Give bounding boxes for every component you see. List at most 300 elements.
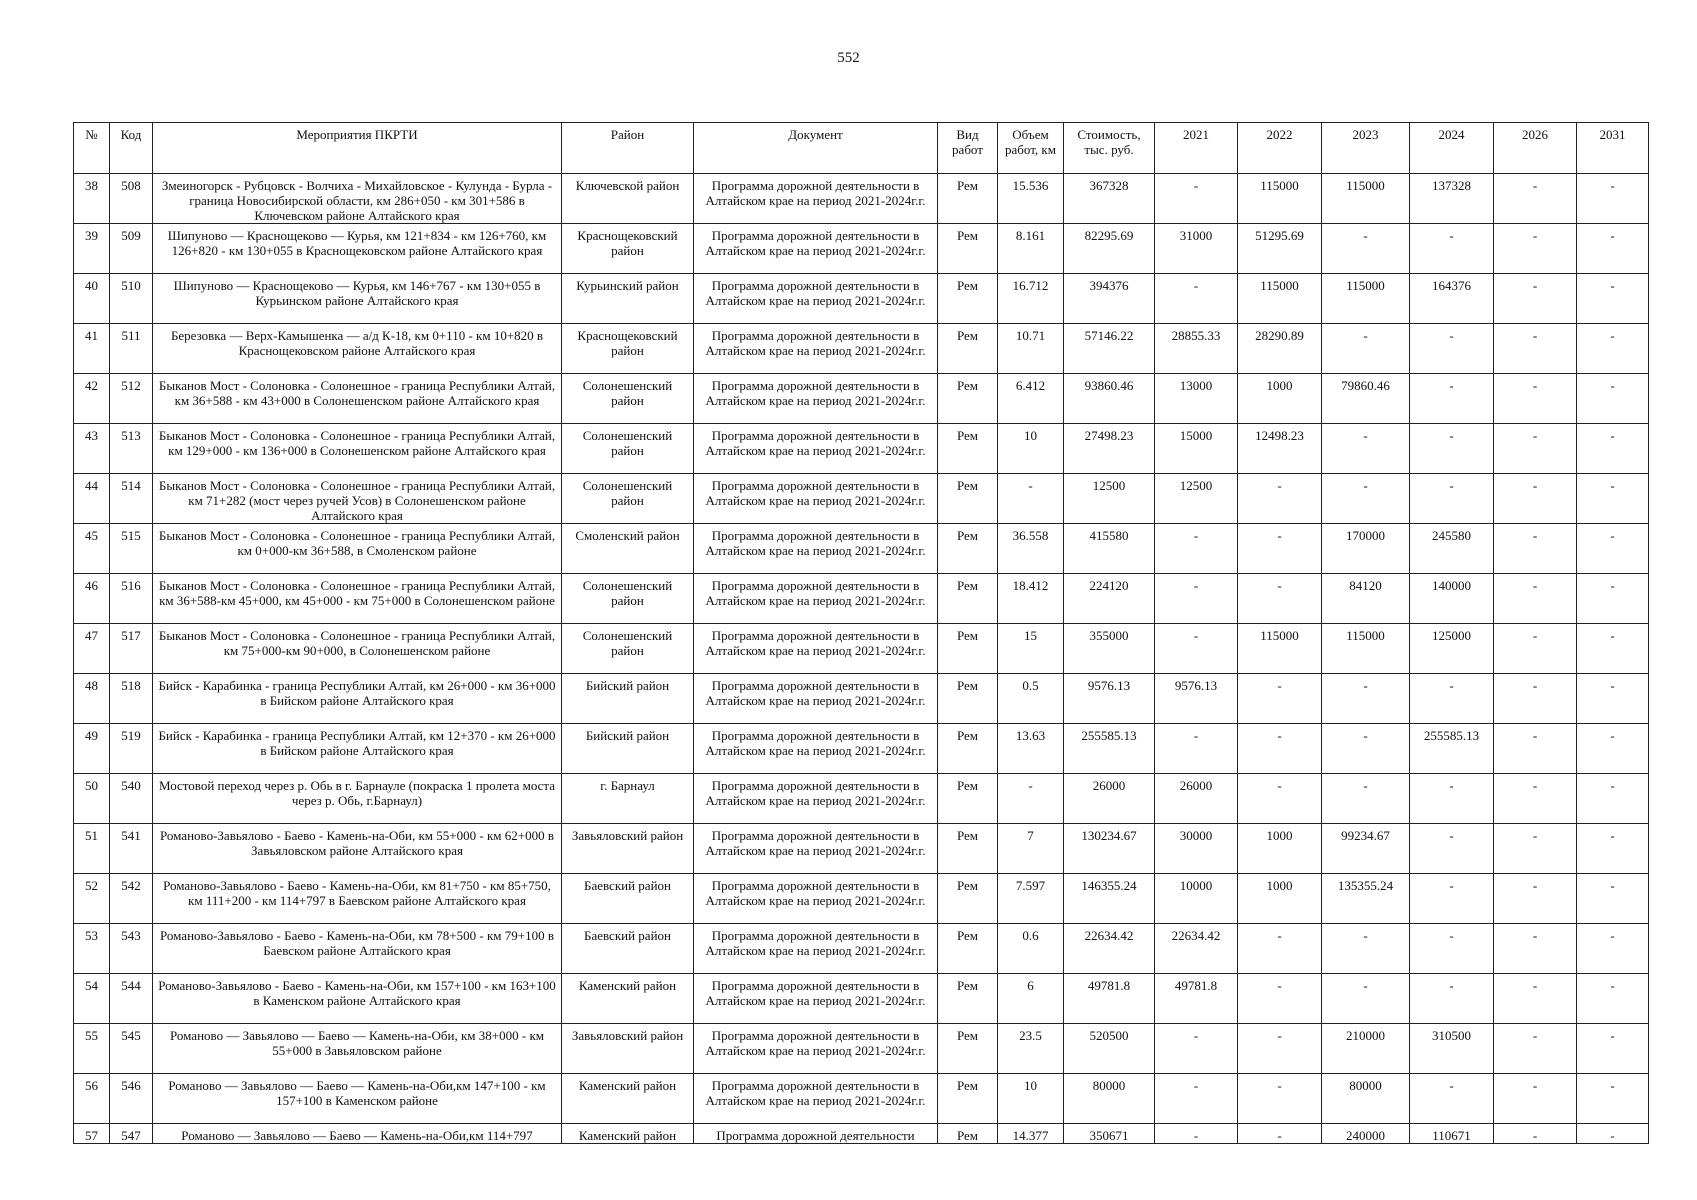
header-col-2024: 2024 <box>1410 123 1494 174</box>
cell-col-work-type: Рем <box>938 824 998 874</box>
cell-col-volume: 6.412 <box>998 374 1064 424</box>
cell-col-event: Романово-Завьялово - Баево - Камень-на-Оби, км 78+500 - км 79+100 в Баевском районе Алтайского края <box>153 924 562 974</box>
table-row <box>74 474 1649 524</box>
table-row <box>74 324 1649 374</box>
table-row <box>74 574 1649 624</box>
cell-col-document: Программа дорожной деятельности в Алтайском крае на период 2021-2024г.г. <box>694 724 938 774</box>
cell-col-district: Бийский район <box>562 724 694 774</box>
cell-col-number: 42 <box>74 374 110 424</box>
cell-col-volume: 0.5 <box>998 674 1064 724</box>
cell-col-document: Программа дорожной деятельности в Алтайском крае на период 2021-2024г.г. <box>694 274 938 324</box>
cell-col-2022: - <box>1238 924 1322 974</box>
cell-col-2023: - <box>1322 724 1410 774</box>
cell-col-document: Программа дорожной деятельности в Алтайском крае на период 2021-2024г.г. <box>694 774 938 824</box>
cell-col-2024: 310500 <box>1410 1024 1494 1074</box>
cell-col-event: Быканов Мост - Солоновка - Солонешное - граница Республики Алтай, км 129+000 - км 136+000 в Солонешенском районе Алтайского края <box>153 424 562 474</box>
cell-col-2022: - <box>1238 674 1322 724</box>
cell-col-number: 40 <box>74 274 110 324</box>
cell-col-2021: 10000 <box>1155 874 1238 924</box>
table-row <box>74 1024 1649 1074</box>
header-col-event: Мероприятия ПКРТИ <box>153 123 562 174</box>
cell-col-2026: - <box>1494 774 1577 824</box>
cell-col-district: Каменский район <box>562 1124 694 1144</box>
cell-col-2024: 245580 <box>1410 524 1494 574</box>
header-col-2022: 2022 <box>1238 123 1322 174</box>
cell-col-2024: - <box>1410 474 1494 524</box>
cell-col-code: 510 <box>110 274 153 324</box>
header-col-cost: Стоимость, тыс. руб. <box>1064 123 1155 174</box>
cell-col-volume: - <box>998 774 1064 824</box>
table-body <box>74 174 1649 1144</box>
cell-col-event: Шипуново — Краснощеково — Курья, км 146+767 - км 130+055 в Курьинском районе Алтайского края <box>153 274 562 324</box>
cell-col-number: 52 <box>74 874 110 924</box>
cell-col-event: Быканов Мост - Солоновка - Солонешное - граница Республики Алтай, км 0+000-км 36+588, в Смоленском районе <box>153 524 562 574</box>
cell-col-number: 45 <box>74 524 110 574</box>
cell-col-code: 540 <box>110 774 153 824</box>
cell-col-volume: 6 <box>998 974 1064 1024</box>
cell-col-number: 53 <box>74 924 110 974</box>
cell-col-document: Программа дорожной деятельности в Алтайском крае на период 2021-2024г.г. <box>694 624 938 674</box>
cell-col-number: 49 <box>74 724 110 774</box>
cell-col-code: 513 <box>110 424 153 474</box>
cell-col-volume: 14.377 <box>998 1124 1064 1144</box>
cell-col-2024: 137328 <box>1410 174 1494 224</box>
cell-col-2022: - <box>1238 524 1322 574</box>
cell-col-volume: 15 <box>998 624 1064 674</box>
cell-col-cost: 12500 <box>1064 474 1155 524</box>
cell-col-event: Романово — Завьялово — Баево — Камень-на-Оби,км 147+100 - км 157+100 в Каменском районе <box>153 1074 562 1124</box>
cell-col-2031: - <box>1577 274 1649 324</box>
cell-col-volume: 10.71 <box>998 324 1064 374</box>
cell-col-2026: - <box>1494 324 1577 374</box>
cell-col-2026: - <box>1494 974 1577 1024</box>
table-row <box>74 774 1649 824</box>
cell-col-2022: - <box>1238 474 1322 524</box>
cell-col-code: 511 <box>110 324 153 374</box>
cell-col-district: Курьинский район <box>562 274 694 324</box>
cell-col-volume: 10 <box>998 1074 1064 1124</box>
cell-col-2023: - <box>1322 324 1410 374</box>
cell-col-2023: - <box>1322 224 1410 274</box>
header-col-number: № <box>74 123 110 174</box>
cell-col-2024: - <box>1410 324 1494 374</box>
header-col-volume: Объем работ, км <box>998 123 1064 174</box>
cell-col-2026: - <box>1494 924 1577 974</box>
cell-col-event: Мостовой переход через р. Обь в г. Барнауле (покраска 1 пролета моста через р. Обь, г.Барнаул) <box>153 774 562 824</box>
cell-col-2023: 135355.24 <box>1322 874 1410 924</box>
table-row <box>74 974 1649 1024</box>
cell-col-district: г. Барнаул <box>562 774 694 824</box>
cell-col-2023: 115000 <box>1322 624 1410 674</box>
cell-col-2022: 51295.69 <box>1238 224 1322 274</box>
cell-col-2023: 79860.46 <box>1322 374 1410 424</box>
cell-col-cost: 415580 <box>1064 524 1155 574</box>
cell-col-2024: - <box>1410 1074 1494 1124</box>
cell-col-2031: - <box>1577 624 1649 674</box>
cell-col-2031: - <box>1577 224 1649 274</box>
cell-col-document: Программа дорожной деятельности в Алтайском крае на период 2021-2024г.г. <box>694 874 938 924</box>
header-col-work-type: Вид работ <box>938 123 998 174</box>
table-row <box>74 924 1649 974</box>
cell-col-volume: 36.558 <box>998 524 1064 574</box>
cell-col-cost: 224120 <box>1064 574 1155 624</box>
cell-col-2021: 49781.8 <box>1155 974 1238 1024</box>
cell-col-2031: - <box>1577 174 1649 224</box>
cell-col-code: 508 <box>110 174 153 224</box>
cell-col-work-type: Рем <box>938 424 998 474</box>
cell-col-2021: - <box>1155 574 1238 624</box>
cell-col-2031: - <box>1577 1074 1649 1124</box>
cell-col-event: Бийск - Карабинка - граница Республики Алтай, км 26+000 - км 36+000 в Бийском районе Алтайского края <box>153 674 562 724</box>
cell-col-2031: - <box>1577 874 1649 924</box>
cell-col-district: Солонешенский район <box>562 374 694 424</box>
cell-col-2022: - <box>1238 1074 1322 1124</box>
cell-col-2021: - <box>1155 624 1238 674</box>
cell-col-2026: - <box>1494 524 1577 574</box>
cell-col-cost: 57146.22 <box>1064 324 1155 374</box>
cell-col-work-type: Рем <box>938 1024 998 1074</box>
cell-col-number: 55 <box>74 1024 110 1074</box>
cell-col-2023: - <box>1322 424 1410 474</box>
cell-col-work-type: Рем <box>938 524 998 574</box>
cell-col-district: Каменский район <box>562 974 694 1024</box>
table-row <box>74 1124 1649 1144</box>
cell-col-volume: 18.412 <box>998 574 1064 624</box>
cell-col-2031: - <box>1577 374 1649 424</box>
cell-col-2031: - <box>1577 574 1649 624</box>
cell-col-work-type: Рем <box>938 374 998 424</box>
cell-col-number: 48 <box>74 674 110 724</box>
cell-col-2026: - <box>1494 674 1577 724</box>
cell-col-number: 44 <box>74 474 110 524</box>
table-row <box>74 724 1649 774</box>
cell-col-cost: 80000 <box>1064 1074 1155 1124</box>
cell-col-2023: 115000 <box>1322 174 1410 224</box>
cell-col-2026: - <box>1494 574 1577 624</box>
cell-col-document: Программа дорожной деятельности <box>694 1124 938 1144</box>
cell-col-2026: - <box>1494 1024 1577 1074</box>
cell-col-2021: 13000 <box>1155 374 1238 424</box>
cell-col-document: Программа дорожной деятельности в Алтайском крае на период 2021-2024г.г. <box>694 1024 938 1074</box>
cell-col-cost: 93860.46 <box>1064 374 1155 424</box>
cell-col-2026: - <box>1494 724 1577 774</box>
cell-col-2031: - <box>1577 424 1649 474</box>
cell-col-2031: - <box>1577 824 1649 874</box>
cell-col-event: Романово — Завьялово — Баево — Камень-на-Оби, км 38+000 - км 55+000 в Завьяловском районе <box>153 1024 562 1074</box>
cell-col-district: Баевский район <box>562 924 694 974</box>
cell-col-2022: - <box>1238 1024 1322 1074</box>
cell-col-cost: 49781.8 <box>1064 974 1155 1024</box>
cell-col-district: Солонешенский район <box>562 624 694 674</box>
header-col-2021: 2021 <box>1155 123 1238 174</box>
cell-col-district: Солонешенский район <box>562 574 694 624</box>
cell-col-code: 547 <box>110 1124 153 1144</box>
cell-col-cost: 367328 <box>1064 174 1155 224</box>
cell-col-2031: - <box>1577 774 1649 824</box>
cell-col-district: Краснощековский район <box>562 224 694 274</box>
cell-col-document: Программа дорожной деятельности в Алтайском крае на период 2021-2024г.г. <box>694 674 938 724</box>
cell-col-2026: - <box>1494 424 1577 474</box>
cell-col-district: Краснощековский район <box>562 324 694 374</box>
table-row <box>74 174 1649 224</box>
cell-col-2031: - <box>1577 1124 1649 1144</box>
cell-col-district: Баевский район <box>562 874 694 924</box>
cell-col-event: Романово — Завьялово — Баево — Камень-на-Оби,км 114+797 <box>153 1124 562 1144</box>
cell-col-event: Романово-Завьялово - Баево - Камень-на-Оби, км 81+750 - км 85+750, км 111+200 - км 114+797 в Баевском районе Алтайского края <box>153 874 562 924</box>
cell-col-2026: - <box>1494 474 1577 524</box>
cell-col-cost: 26000 <box>1064 774 1155 824</box>
cell-col-number: 51 <box>74 824 110 874</box>
cell-col-2021: - <box>1155 524 1238 574</box>
header-col-2026: 2026 <box>1494 123 1577 174</box>
cell-col-2024: - <box>1410 424 1494 474</box>
cell-col-code: 543 <box>110 924 153 974</box>
cell-col-number: 38 <box>74 174 110 224</box>
cell-col-2026: - <box>1494 174 1577 224</box>
cell-col-2024: - <box>1410 874 1494 924</box>
cell-col-2024: - <box>1410 974 1494 1024</box>
cell-col-number: 43 <box>74 424 110 474</box>
cell-col-code: 509 <box>110 224 153 274</box>
cell-col-2023: - <box>1322 974 1410 1024</box>
cell-col-2026: - <box>1494 824 1577 874</box>
cell-col-work-type: Рем <box>938 674 998 724</box>
cell-col-2021: - <box>1155 724 1238 774</box>
header-col-code: Код <box>110 123 153 174</box>
cell-col-2031: - <box>1577 524 1649 574</box>
cell-col-2021: - <box>1155 174 1238 224</box>
cell-col-work-type: Рем <box>938 574 998 624</box>
cell-col-work-type: Рем <box>938 174 998 224</box>
cell-col-cost: 255585.13 <box>1064 724 1155 774</box>
cell-col-number: 39 <box>74 224 110 274</box>
cell-col-cost: 130234.67 <box>1064 824 1155 874</box>
cell-col-2023: - <box>1322 774 1410 824</box>
cell-col-2021: - <box>1155 1124 1238 1144</box>
cell-col-2024: - <box>1410 674 1494 724</box>
table-row <box>74 624 1649 674</box>
cell-col-2022: - <box>1238 574 1322 624</box>
cell-col-event: Змеиногорск - Рубцовск - Волчиха - Михайловское - Кулунда - Бурла - граница Новосибирской области, км 286+050 - км 301+586 в Ключевском районе Алтайского края <box>153 174 562 224</box>
cell-col-district: Смоленский район <box>562 524 694 574</box>
cell-col-district: Бийский район <box>562 674 694 724</box>
cell-col-document: Программа дорожной деятельности в Алтайском крае на период 2021-2024г.г. <box>694 424 938 474</box>
cell-col-2031: - <box>1577 474 1649 524</box>
cell-col-2023: - <box>1322 924 1410 974</box>
cell-col-2021: 30000 <box>1155 824 1238 874</box>
page-number: 552 <box>837 50 860 66</box>
cell-col-2022: 115000 <box>1238 624 1322 674</box>
cell-col-2022: 1000 <box>1238 824 1322 874</box>
cell-col-district: Завьяловский район <box>562 824 694 874</box>
table-row <box>74 424 1649 474</box>
cell-col-2022: - <box>1238 724 1322 774</box>
cell-col-volume: 8.161 <box>998 224 1064 274</box>
cell-col-work-type: Рем <box>938 774 998 824</box>
cell-col-volume: 15.536 <box>998 174 1064 224</box>
cell-col-2026: - <box>1494 624 1577 674</box>
cell-col-cost: 350671 <box>1064 1124 1155 1144</box>
cell-col-work-type: Рем <box>938 1074 998 1124</box>
cell-col-document: Программа дорожной деятельности в Алтайском крае на период 2021-2024г.г. <box>694 1074 938 1124</box>
cell-col-2031: - <box>1577 1024 1649 1074</box>
cell-col-2024: 125000 <box>1410 624 1494 674</box>
cell-col-event: Романово-Завьялово - Баево - Камень-на-Оби, км 55+000 - км 62+000 в Завьяловском районе Алтайского края <box>153 824 562 874</box>
cell-col-district: Каменский район <box>562 1074 694 1124</box>
header-col-2023: 2023 <box>1322 123 1410 174</box>
cell-col-2024: 255585.13 <box>1410 724 1494 774</box>
cell-col-volume: 23.5 <box>998 1024 1064 1074</box>
cell-col-document: Программа дорожной деятельности в Алтайском крае на период 2021-2024г.г. <box>694 324 938 374</box>
cell-col-2024: - <box>1410 774 1494 824</box>
cell-col-2022: 28290.89 <box>1238 324 1322 374</box>
cell-col-volume: 7 <box>998 824 1064 874</box>
cell-col-2021: 26000 <box>1155 774 1238 824</box>
cell-col-event: Быканов Мост - Солоновка - Солонешное - граница Республики Алтай, км 36+588-км 45+000, км 45+000 - км 75+000 в Солонешенском районе <box>153 574 562 624</box>
cell-col-document: Программа дорожной деятельности в Алтайском крае на период 2021-2024г.г. <box>694 974 938 1024</box>
cell-col-2021: 22634.42 <box>1155 924 1238 974</box>
header-col-district: Район <box>562 123 694 174</box>
table-row <box>74 374 1649 424</box>
cell-col-2024: - <box>1410 824 1494 874</box>
cell-col-event: Березовка — Верх-Камышенка — а/д К-18, км 0+110 - км 10+820 в Краснощековском районе Алтайского края <box>153 324 562 374</box>
cell-col-code: 542 <box>110 874 153 924</box>
cell-col-code: 516 <box>110 574 153 624</box>
cell-col-district: Солонешенский район <box>562 474 694 524</box>
cell-col-work-type: Рем <box>938 624 998 674</box>
table-row <box>74 674 1649 724</box>
cell-col-cost: 82295.69 <box>1064 224 1155 274</box>
table-row <box>74 1074 1649 1124</box>
cell-col-2023: 240000 <box>1322 1124 1410 1144</box>
cell-col-2021: - <box>1155 1024 1238 1074</box>
cell-col-district: Ключевской район <box>562 174 694 224</box>
cell-col-code: 519 <box>110 724 153 774</box>
cell-col-number: 41 <box>74 324 110 374</box>
cell-col-2021: 9576.13 <box>1155 674 1238 724</box>
cell-col-code: 512 <box>110 374 153 424</box>
cell-col-event: Быканов Мост - Солоновка - Солонешное - граница Республики Алтай, км 36+588 - км 43+000 в Солонешенском районе Алтайского края <box>153 374 562 424</box>
road-works-table <box>73 122 1649 1144</box>
cell-col-2026: - <box>1494 274 1577 324</box>
cell-col-2023: 210000 <box>1322 1024 1410 1074</box>
cell-col-2031: - <box>1577 924 1649 974</box>
cell-col-2022: - <box>1238 774 1322 824</box>
cell-col-work-type: Рем <box>938 474 998 524</box>
cell-col-event: Шипуново — Краснощеково — Курья, км 121+834 - км 126+760, км 126+820 - км 130+055 в Краснощековском районе Алтайского края <box>153 224 562 274</box>
cell-col-2026: - <box>1494 374 1577 424</box>
cell-col-2024: 140000 <box>1410 574 1494 624</box>
cell-col-2026: - <box>1494 224 1577 274</box>
cell-col-district: Завьяловский район <box>562 1024 694 1074</box>
cell-col-2031: - <box>1577 324 1649 374</box>
cell-col-document: Программа дорожной деятельности в Алтайском крае на период 2021-2024г.г. <box>694 824 938 874</box>
cell-col-2031: - <box>1577 974 1649 1024</box>
table-row <box>74 824 1649 874</box>
cell-col-2021: - <box>1155 1074 1238 1124</box>
cell-col-event: Бийск - Карабинка - граница Республики Алтай, км 12+370 - км 26+000 в Бийском районе Алтайского края <box>153 724 562 774</box>
cell-col-2021: 12500 <box>1155 474 1238 524</box>
table-row <box>74 274 1649 324</box>
cell-col-work-type: Рем <box>938 974 998 1024</box>
cell-col-code: 541 <box>110 824 153 874</box>
table-row <box>74 874 1649 924</box>
cell-col-2022: 12498.23 <box>1238 424 1322 474</box>
cell-col-2026: - <box>1494 1074 1577 1124</box>
cell-col-volume: 7.597 <box>998 874 1064 924</box>
cell-col-2031: - <box>1577 674 1649 724</box>
cell-col-number: 54 <box>74 974 110 1024</box>
cell-col-code: 518 <box>110 674 153 724</box>
cell-col-2024: - <box>1410 924 1494 974</box>
cell-col-2024: - <box>1410 224 1494 274</box>
cell-col-number: 47 <box>74 624 110 674</box>
cell-col-2021: 31000 <box>1155 224 1238 274</box>
cell-col-cost: 27498.23 <box>1064 424 1155 474</box>
cell-col-2023: - <box>1322 674 1410 724</box>
cell-col-document: Программа дорожной деятельности в Алтайском крае на период 2021-2024г.г. <box>694 524 938 574</box>
header-col-document: Документ <box>694 123 938 174</box>
cell-col-event: Быканов Мост - Солоновка - Солонешное - граница Республики Алтай, км 71+282 (мост через ручей Усов) в Солонешенском районе Алтайского края <box>153 474 562 524</box>
cell-col-2024: 110671 <box>1410 1124 1494 1144</box>
cell-col-code: 514 <box>110 474 153 524</box>
cell-col-2022: 1000 <box>1238 874 1322 924</box>
cell-col-work-type: Рем <box>938 724 998 774</box>
cell-col-document: Программа дорожной деятельности в Алтайском крае на период 2021-2024г.г. <box>694 474 938 524</box>
cell-col-cost: 394376 <box>1064 274 1155 324</box>
cell-col-code: 515 <box>110 524 153 574</box>
table-row <box>74 524 1649 574</box>
cell-col-cost: 22634.42 <box>1064 924 1155 974</box>
cell-col-2023: 170000 <box>1322 524 1410 574</box>
cell-col-2023: 84120 <box>1322 574 1410 624</box>
cell-col-cost: 355000 <box>1064 624 1155 674</box>
cell-col-2022: 115000 <box>1238 174 1322 224</box>
cell-col-2021: - <box>1155 274 1238 324</box>
cell-col-district: Солонешенский район <box>562 424 694 474</box>
cell-col-volume: 10 <box>998 424 1064 474</box>
cell-col-2023: 99234.67 <box>1322 824 1410 874</box>
cell-col-2022: - <box>1238 974 1322 1024</box>
cell-col-volume: 0.6 <box>998 924 1064 974</box>
cell-col-2026: - <box>1494 874 1577 924</box>
cell-col-2023: - <box>1322 474 1410 524</box>
cell-col-code: 546 <box>110 1074 153 1124</box>
cell-col-work-type: Рем <box>938 324 998 374</box>
cell-col-2026: - <box>1494 1124 1577 1144</box>
table-header-row <box>74 123 1649 174</box>
cell-col-number: 57 <box>74 1124 110 1144</box>
cell-col-volume: 16.712 <box>998 274 1064 324</box>
header-col-2031: 2031 <box>1577 123 1649 174</box>
cell-col-cost: 520500 <box>1064 1024 1155 1074</box>
cell-col-2023: 80000 <box>1322 1074 1410 1124</box>
cell-col-code: 545 <box>110 1024 153 1074</box>
cell-col-2021: 15000 <box>1155 424 1238 474</box>
cell-col-cost: 146355.24 <box>1064 874 1155 924</box>
cell-col-2024: - <box>1410 374 1494 424</box>
cell-col-cost: 9576.13 <box>1064 674 1155 724</box>
cell-col-code: 544 <box>110 974 153 1024</box>
cell-col-2022: - <box>1238 1124 1322 1144</box>
cell-col-document: Программа дорожной деятельности в Алтайском крае на период 2021-2024г.г. <box>694 174 938 224</box>
cell-col-work-type: Рем <box>938 274 998 324</box>
cell-col-work-type: Рем <box>938 924 998 974</box>
cell-col-work-type: Рем <box>938 874 998 924</box>
cell-col-document: Программа дорожной деятельности в Алтайском крае на период 2021-2024г.г. <box>694 374 938 424</box>
cell-col-2022: 1000 <box>1238 374 1322 424</box>
cell-col-number: 46 <box>74 574 110 624</box>
